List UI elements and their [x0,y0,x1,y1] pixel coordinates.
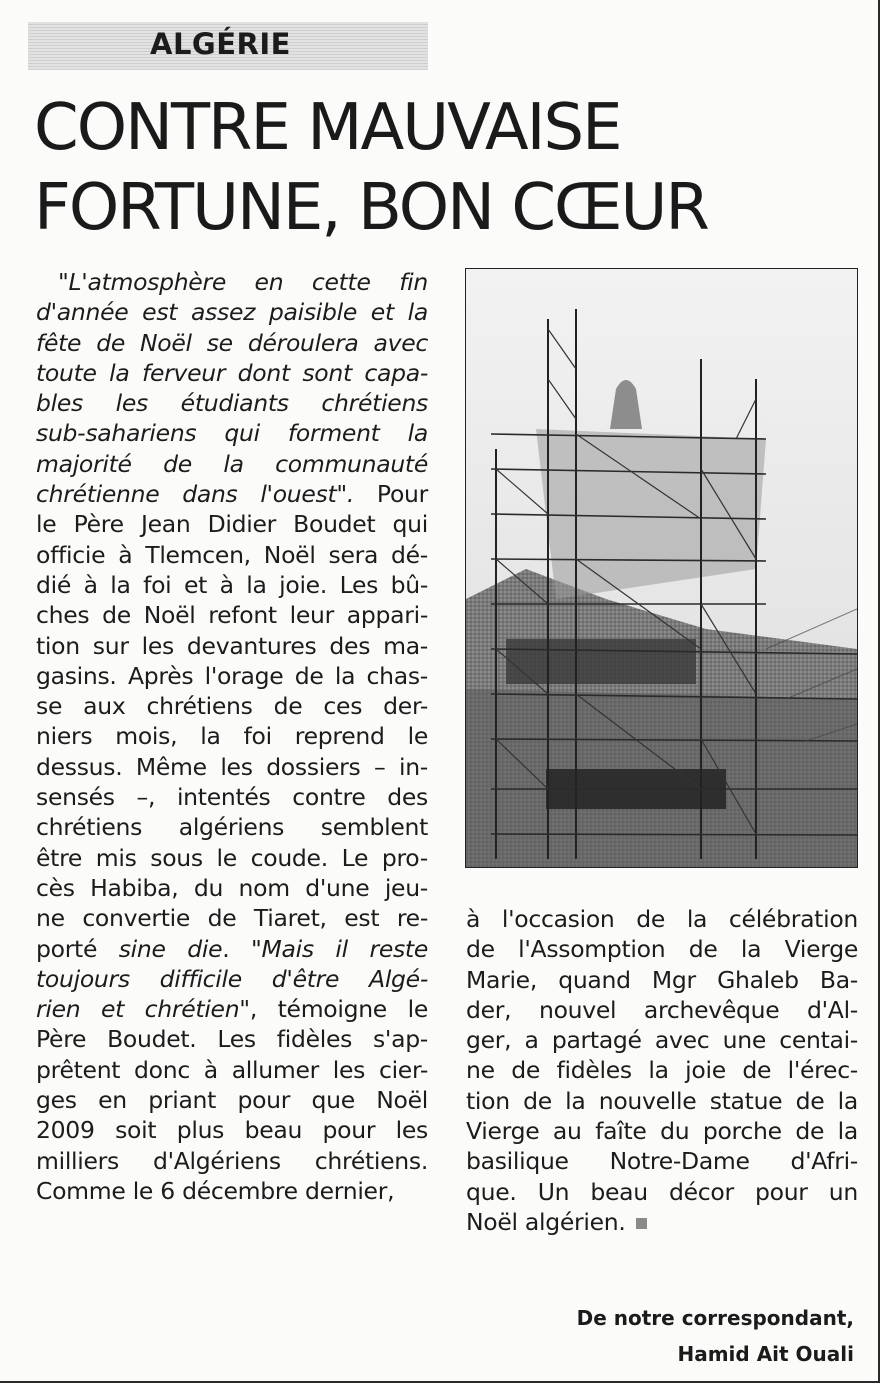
body-line-right: que. Un beau décor pour un [466,1177,858,1206]
body-line-left: sensés –, intentés contre des [36,783,428,812]
body-column-right [466,904,858,1237]
body-line-left: majorité de la communauté [36,449,428,478]
body-line-left: chrétiens algériens semblent [36,813,428,842]
body-line-right: der, nouvel archevêque d'Al- [466,995,858,1024]
body-line-left: ges en priant pour que Noël [36,1086,428,1115]
body-column-left [36,267,428,1206]
byline-role: De notre correspondant, [576,1306,854,1330]
body-line-left: être mis sous le coude. Le pro- [36,843,428,872]
body-line-right: basilique Notre-Dame d'Afri- [466,1147,858,1176]
body-line-left: toujours difficile d'être Algé- [36,964,428,993]
body-line-left: chrétienne dans l'ouest". Pour [36,480,428,509]
body-line-right: Noël algérien. [466,1207,858,1237]
body-line-right: de l'Assomption de la Vierge [466,935,858,964]
end-of-article-square-icon [636,1218,647,1229]
body-line-left: fête de Noël se déroulera avec [36,328,428,357]
body-line-right: Vierge au faîte du porche de la [466,1117,858,1146]
basilica-scaffolding-photo [465,268,858,868]
headline-line-1: CONTRE MAUVAISE [34,91,621,165]
body-line-left: sub-sahariens qui forment la [36,419,428,448]
body-line-left: rien et chrétien", témoigne le [36,995,428,1024]
section-rubric: ALGÉRIE [150,27,291,61]
body-line-left: se aux chrétiens de ces der- [36,692,428,721]
body-line-left: niers mois, la foi reprend le [36,722,428,751]
headline-line-2: FORTUNE, BON CŒUR [34,171,708,245]
byline [577,1300,854,1372]
body-line-left: ne convertie de Tiaret, est re- [36,904,428,933]
body-line-left: bles les étudiants chrétiens [36,389,428,418]
body-line-left: d'année est assez paisible et la [36,298,428,327]
body-line-left: cès Habiba, du nom d'une jeu- [36,873,428,902]
body-line-left: dié à la foi et à la joie. Les bû- [36,570,428,599]
body-line-left: tion sur les devantures des ma- [36,631,428,660]
body-line-left: milliers d'Algériens chrétiens. [36,1146,428,1175]
body-line-right: ger, a partagé avec une centai- [466,1026,858,1055]
body-line-left: dessus. Même les dossiers – in- [36,752,428,781]
body-line-right: tion de la nouvelle statue de la [466,1086,858,1115]
body-line-left: prêtent donc à allumer les cier- [36,1055,428,1084]
body-line-right: Marie, quand Mgr Ghaleb Ba- [466,965,858,994]
body-line-left: toute la ferveur dont sont capa- [36,358,428,387]
body-line-left: 2009 soit plus beau pour les [36,1116,428,1145]
body-line-left: gasins. Après l'orage de la chas- [36,661,428,690]
byline-author: Hamid Ait Ouali [677,1342,854,1366]
section-rubric-band [28,22,428,70]
body-line-right: ne de fidèles la joie de l'érec- [466,1056,858,1085]
body-line-left: "L'atmosphère en cette fin [58,268,428,296]
body-line-left: le Père Jean Didier Boudet qui [36,510,428,539]
body-line-left: porté sine die. "Mais il reste [36,934,428,963]
body-line-left: ches de Noël refont leur appari- [36,601,428,630]
photo-illustration [466,269,857,867]
body-line-left: officie à Tlemcen, Noël sera dé- [36,540,428,569]
body-line-right: à l'occasion de la célébration [466,905,858,933]
body-line-left: Comme le 6 décembre dernier, [36,1176,395,1205]
body-line-left: Père Boudet. Les fidèles s'ap- [36,1025,428,1054]
headline [34,88,854,248]
